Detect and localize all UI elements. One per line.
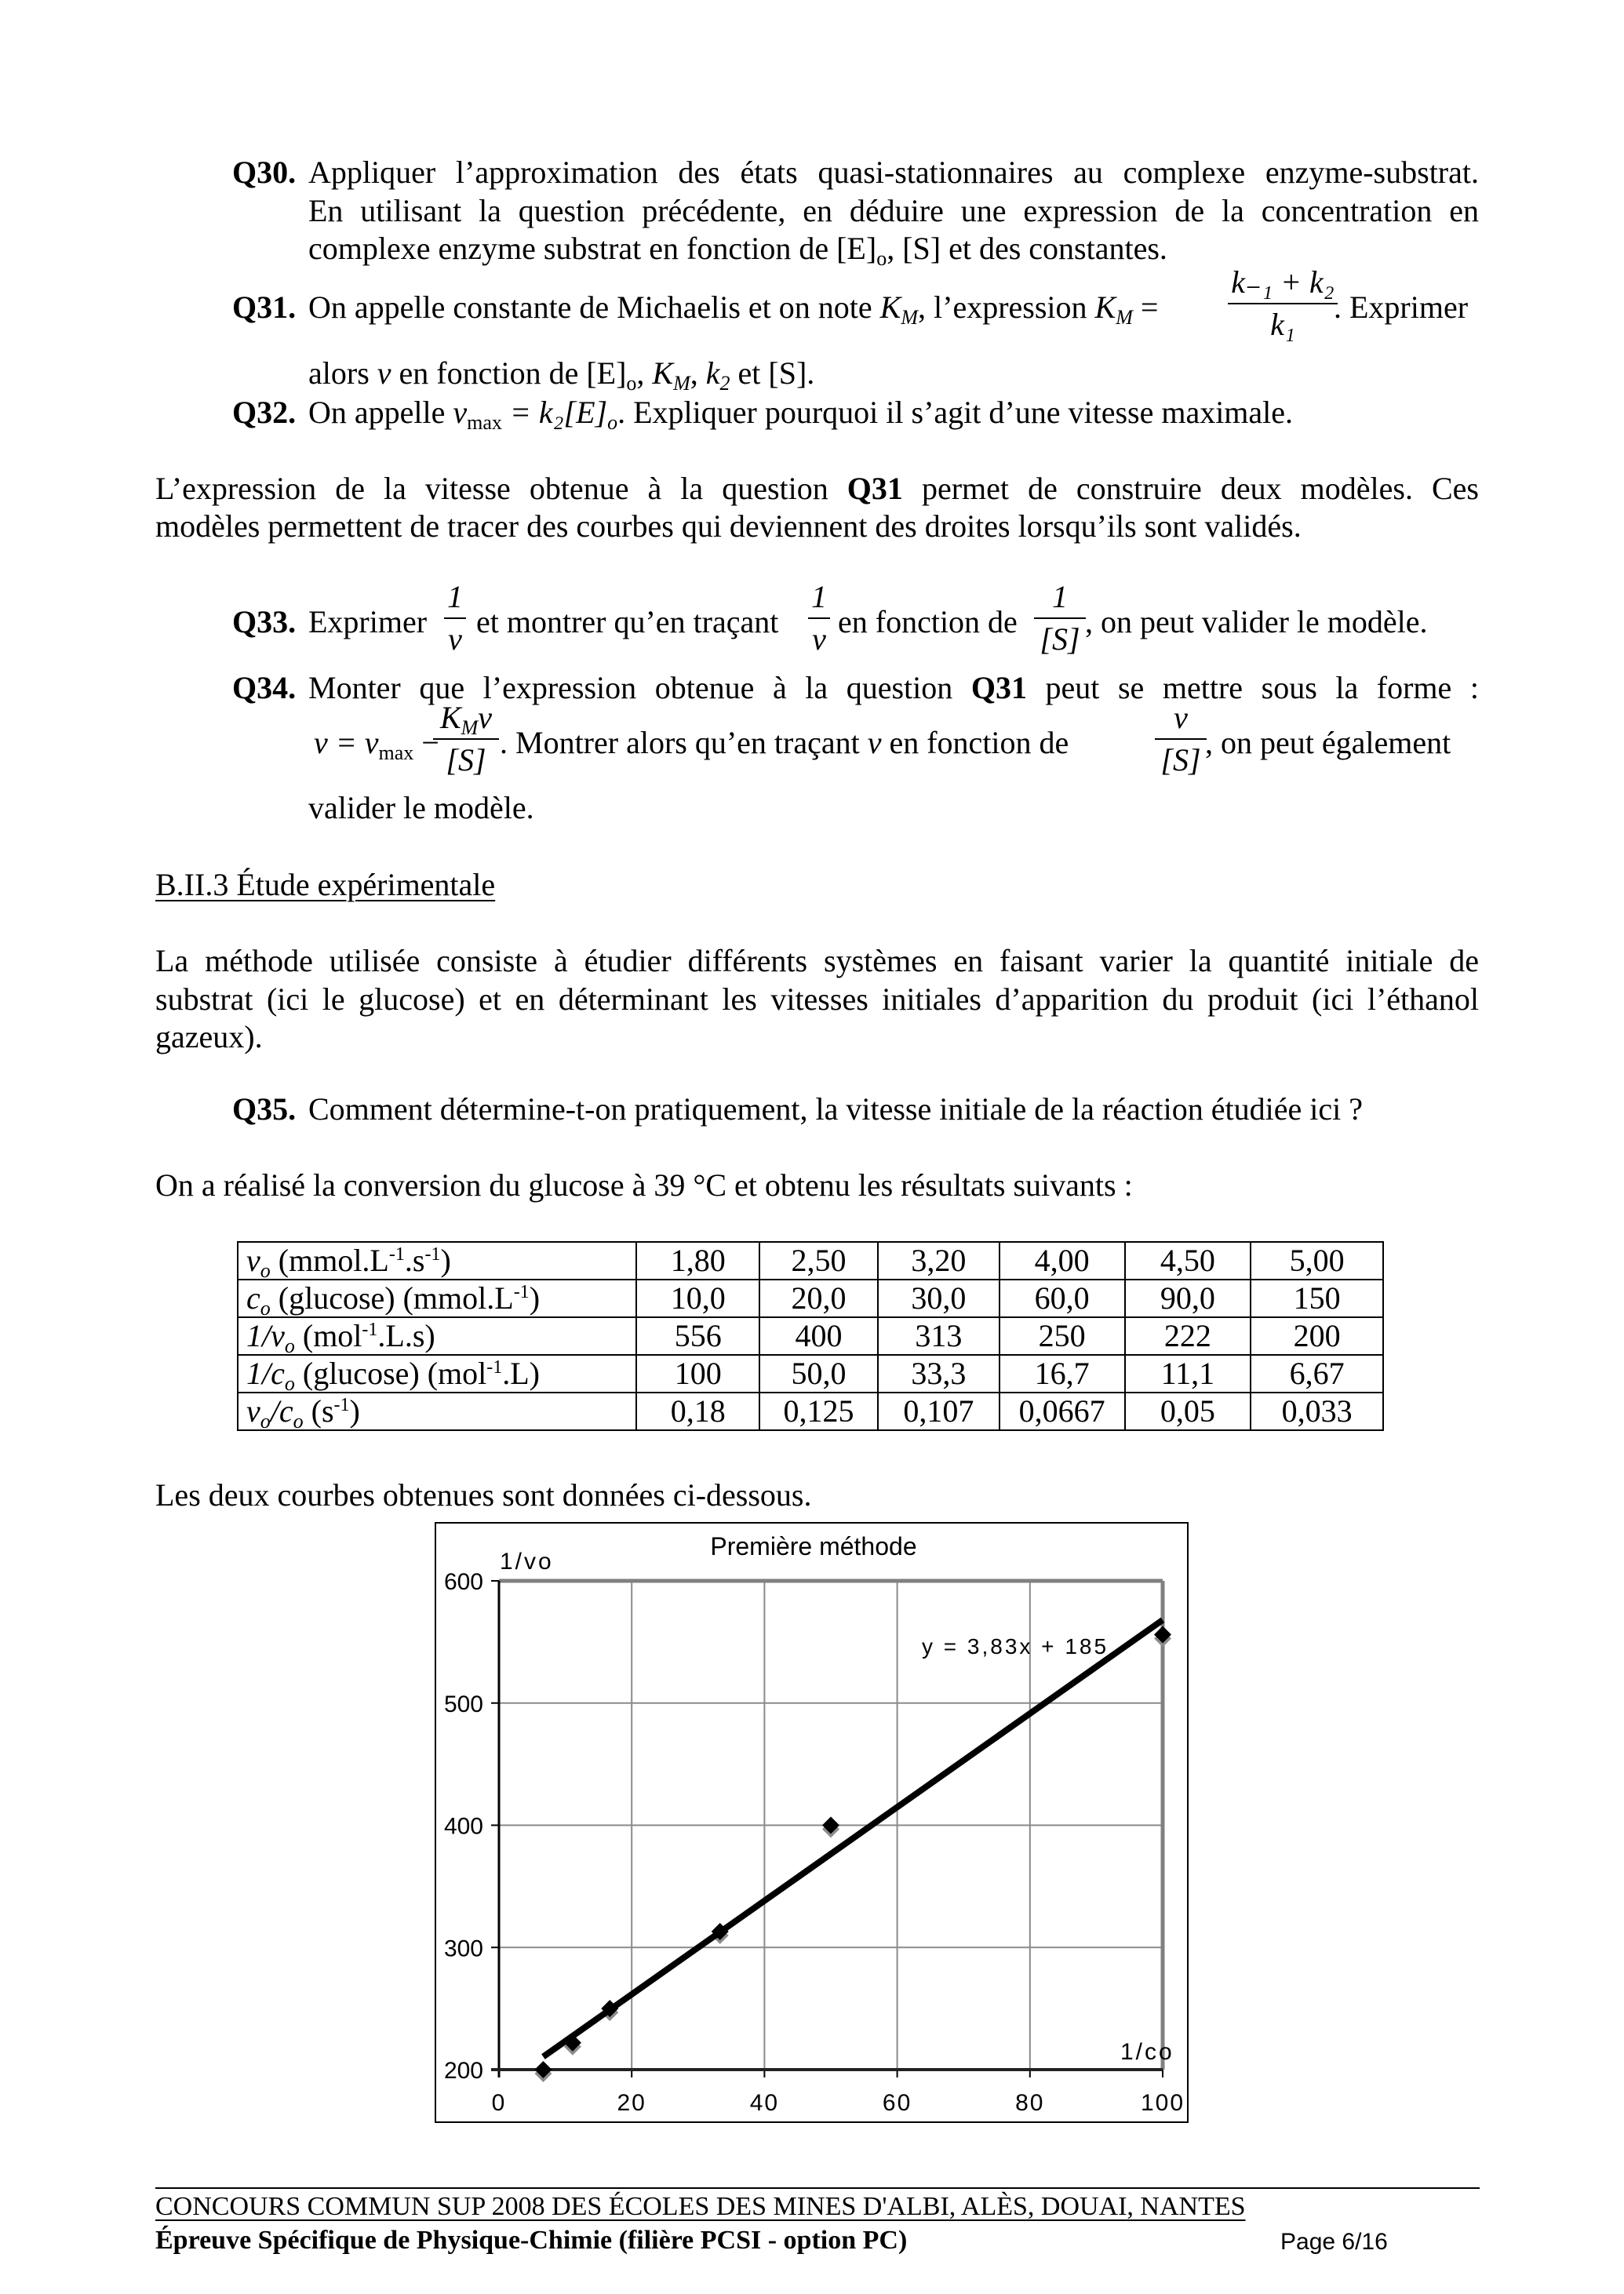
q33-t1: Exprimer (308, 604, 428, 639)
cell: 20,0 (759, 1280, 878, 1317)
frac3-den: [S] (1040, 621, 1080, 657)
footer-rule (155, 2187, 1480, 2189)
footer-line-2: Épreuve Spécifique de Physique-Chimie (filière PCSI - option PC) (155, 2226, 908, 2255)
y-tick-label: 200 (443, 2058, 483, 2084)
y-tick-label: 300 (443, 1935, 483, 1962)
row-label-inv-v0: $1/v_o$ (mol$^{-1}$.L.s) (238, 1317, 636, 1355)
q35-label: Q35. (232, 1091, 297, 1127)
cell: 0,125 (759, 1393, 878, 1430)
cell: 313 (878, 1317, 1000, 1355)
cell: 556 (636, 1317, 759, 1355)
q30-label: Q30. (232, 155, 297, 190)
q34-line-2-end: , on peut également (1205, 725, 1451, 760)
cell: 0,0667 (1000, 1393, 1125, 1430)
q30-sub-o: o (876, 247, 887, 270)
q31-km-sub: M (673, 372, 690, 395)
q34-l1a: Monter que l’expression obtenue à la question (308, 670, 971, 705)
cell: 6,67 (1251, 1355, 1383, 1393)
section-heading: B.II.3 Étude expérimentale (155, 867, 496, 902)
frac3-num: 1 (1052, 579, 1068, 614)
cell: 4,00 (1000, 1242, 1125, 1280)
frac2-num: 1 (811, 579, 827, 614)
cell: 3,20 (878, 1242, 1000, 1280)
km-k: K (439, 700, 461, 735)
y-tick-label: 500 (443, 1691, 483, 1717)
q32-text: On appelle (308, 395, 453, 430)
cell: 90,0 (1125, 1280, 1251, 1317)
frac2-den: v (812, 621, 826, 657)
trendline-equation: y = 3,83x + 185 (922, 1634, 1109, 1659)
x-tick-label: 100 (1140, 2090, 1185, 2116)
method-paragraph-line-1: La méthode utilisée consiste à étudier différents systèmes en faisant varier la quantité initiale de (155, 943, 1479, 978)
chart-title: Première méthode (710, 1532, 917, 1560)
vmax-formula: = k₂[E] (501, 395, 608, 430)
q31-l2d: , (690, 355, 706, 391)
q30-line-1: Appliquer l’approximation des états quasi-stationnaires au complexe enzyme-substrat. (308, 155, 1479, 190)
y-tick-label: 600 (443, 1569, 483, 1595)
cell: 250 (1000, 1317, 1125, 1355)
cell: 0,033 (1251, 1393, 1383, 1430)
q31-text-mid: , l’expression (918, 289, 1095, 325)
frac1-den: v (448, 621, 462, 657)
k2-symbol: k (705, 355, 720, 391)
cell: 150 (1251, 1280, 1383, 1317)
q35-text: Comment détermine-t-on pratiquement, la vitesse initiale de la réaction étudiée ici ? (308, 1091, 1363, 1127)
x-tick-label: 80 (1015, 2090, 1045, 2116)
cell: 11,1 (1125, 1355, 1251, 1393)
cell: 2,50 (759, 1242, 878, 1280)
cell: 4,50 (1125, 1242, 1251, 1280)
q34-lhs: v = v (314, 725, 379, 760)
cell: 100 (636, 1355, 759, 1393)
q34-q31-ref: Q31 (970, 670, 1027, 705)
km-denominator: k₁ (1270, 307, 1295, 342)
q31-l2c: , (636, 355, 653, 391)
q34-vmax-sub: max (378, 741, 414, 764)
x-tick-label: 60 (882, 2090, 912, 2116)
km-m: M (461, 716, 479, 739)
q31-l2b: en fonction de [E] (391, 355, 627, 391)
models-p1a: L’expression de la vitesse obtenue à la question (155, 471, 847, 506)
row-label-inv-c0: $1/c_o$ (glucose) (mol$^{-1}$.L) (238, 1355, 636, 1393)
q30-line-3b: , [S] et des constantes. (887, 231, 1167, 266)
vmax-sub: max (467, 411, 502, 434)
q34-v: v (867, 725, 882, 760)
models-paragraph-line-2: modèles permettent de tracer des courbes qui deviennent des droites lorsqu’ils sont validés. (155, 508, 1302, 544)
cell: 222 (1125, 1317, 1251, 1355)
km-symbol: K (879, 289, 901, 325)
vmax-symbol: v (453, 395, 468, 430)
row-label-c0: $c_o$ (glucose) $(mmol.L^{-1})$ (238, 1280, 636, 1317)
km-numerator: k₋₁ + k₂ (1231, 264, 1335, 300)
chart-y-label: 1/vo (500, 1549, 554, 1575)
q31-label: Q31. (232, 289, 297, 325)
chart-x-label: 1/co (1120, 2039, 1174, 2065)
row-label-v0-c0: $v_o/c_o$ $(s^{-1})$ (238, 1393, 636, 1430)
q32-text-after: . Expliquer pourquoi il s’agit d’une vitesse maximale. (617, 395, 1294, 430)
chart-trendline (543, 1620, 1163, 2057)
footer-line-1: CONCOURS COMMUN SUP 2008 DES ÉCOLES DES MINES D'ALBI, ALÈS, DOUAI, NANTES (155, 2192, 1246, 2221)
q34-f2-num: v (1174, 700, 1188, 735)
q31-line-2: alors v en fonction de $[E]_o$, $K_M$, $k_2$ et [S]. (308, 355, 815, 395)
x-tick-label: 0 (491, 2090, 507, 2116)
km-sub: M (901, 306, 919, 329)
q31-l2e: et [S]. (730, 355, 815, 391)
cell: 16,7 (1000, 1355, 1125, 1393)
v-symbol: v (377, 355, 391, 391)
q33-t3: en fonction de (838, 604, 1018, 639)
trendline (543, 1620, 1163, 2057)
x-tick-label: 20 (617, 2090, 646, 2116)
cell: 0,107 (878, 1393, 1000, 1430)
cell: 200 (1251, 1317, 1383, 1355)
q34-tmid2: en fonction de (881, 725, 1069, 760)
q31-exprimer: . Exprimer (1334, 289, 1469, 325)
chart-points (534, 1626, 1171, 2082)
models-p1b: permet de construire deux modèles. Ces (902, 471, 1479, 506)
q32-label: Q32. (232, 395, 297, 430)
frac1-num: 1 (447, 579, 463, 614)
q31-l2a: alors (308, 355, 377, 391)
q31-sub-o: o (626, 372, 637, 395)
q34-l1b: peut se mettre sous la forme : (1026, 670, 1479, 705)
q33-t4: , on peut valider le modèle. (1085, 604, 1428, 639)
cell: 0,05 (1125, 1393, 1251, 1430)
page-number: Page 6/16 (1280, 2229, 1388, 2255)
q34-label: Q34. (232, 670, 297, 705)
cell: 60,0 (1000, 1280, 1125, 1317)
cell: 50,0 (759, 1355, 878, 1393)
cell: 30,0 (878, 1280, 1000, 1317)
q31-ref: Q31 (847, 471, 903, 506)
minus-sign: − (421, 725, 439, 760)
q31-text: On appelle constante de Michaelis et on note (308, 289, 880, 325)
q34-tmid: . Montrer alors qu’en traçant (500, 725, 868, 760)
cell: 1,80 (636, 1242, 759, 1280)
q33-t2: et montrer qu’en traçant (476, 604, 779, 639)
row-label-v0: $v_o$ $(mmol.L^{-1}.s^{-1})$ (238, 1242, 636, 1280)
cell: 400 (759, 1317, 878, 1355)
vmax-sub-o: o (607, 411, 618, 434)
cell: 5,00 (1251, 1242, 1383, 1280)
cell: 0,18 (636, 1393, 759, 1430)
q34-f2-den: [S] (1160, 742, 1201, 777)
cell: 10,0 (636, 1280, 759, 1317)
method-paragraph-line-3: gazeux). (155, 1019, 263, 1054)
q33-label: Q33. (232, 604, 297, 639)
q30-line-3a: complexe enzyme substrat en fonction de [E] (308, 231, 877, 266)
cell: 33,3 (878, 1355, 1000, 1393)
km-v: v (478, 700, 493, 735)
y-tick-label: 400 (443, 1813, 483, 1840)
q30-line-2: En utilisant la question précédente, en déduire une expression de la concentration en (308, 193, 1479, 228)
q31-line-1: On appelle constante de Michaelis et on note $K_M$, l’expression $K_M$ = (308, 289, 1159, 329)
k2-sub: 2 (719, 372, 730, 395)
x-tick-label: 40 (749, 2090, 780, 2116)
method-paragraph-line-2: substrat (ici le glucose) et en déterminant les vitesses initiales d’apparition du produit (ici l’éthanol (155, 981, 1479, 1017)
q34-line-3: valider le modèle. (308, 790, 534, 825)
q34-frac-den: [S] (446, 742, 486, 777)
conversion-sentence: On a réalisé la conversion du glucose à 39 °C et obtenu les résultats suivants : (155, 1167, 1133, 1203)
curves-sentence: Les deux courbes obtenues sont données ci-dessous. (155, 1477, 812, 1513)
